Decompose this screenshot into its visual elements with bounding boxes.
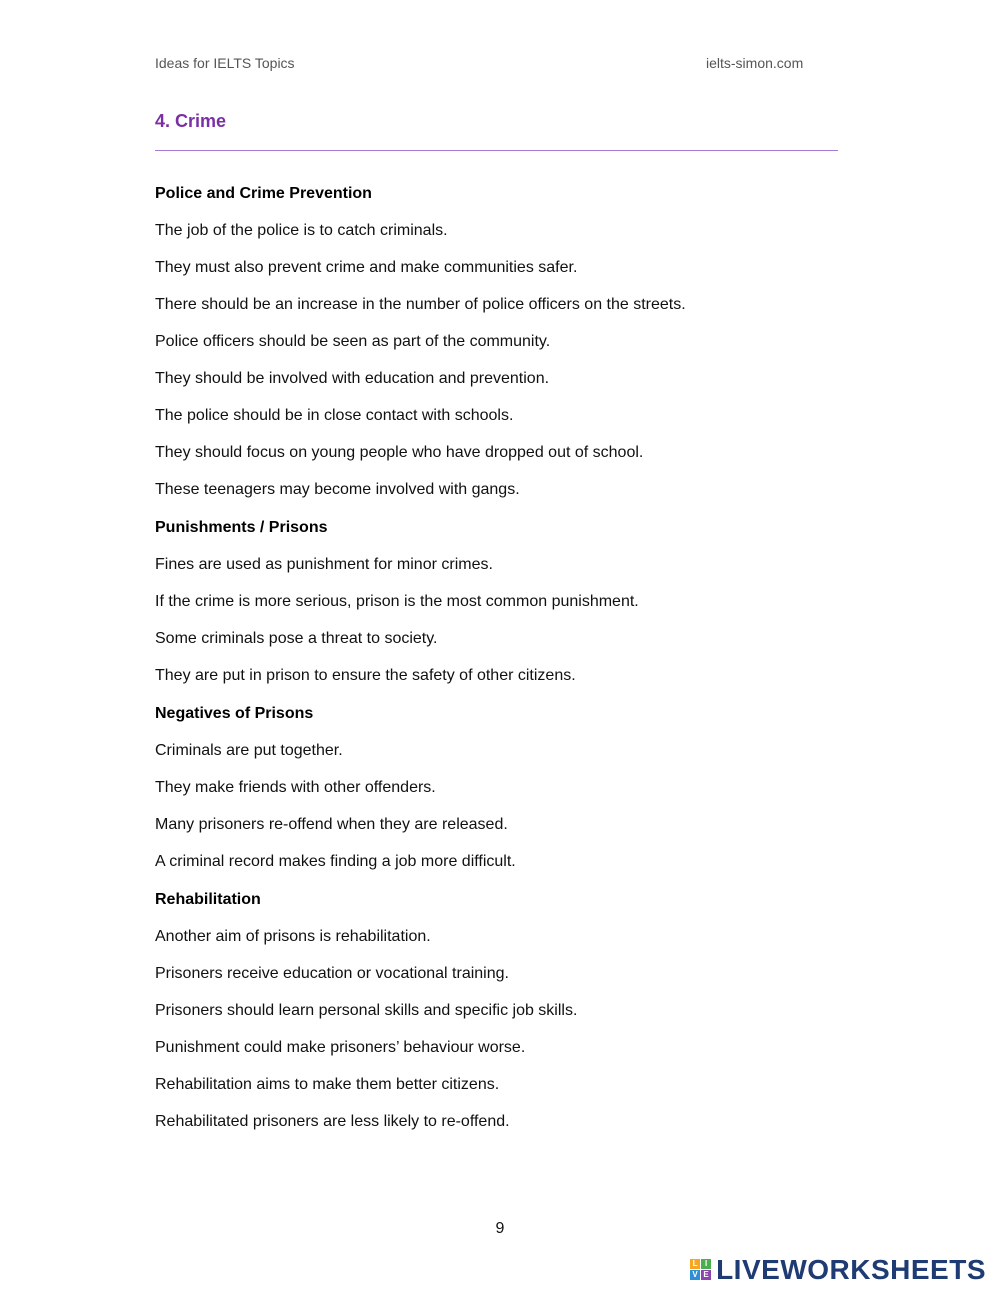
section-heading: Negatives of Prisons (155, 705, 314, 722)
text-line: Rehabilitation aims to make them better citizens. (155, 1076, 500, 1093)
text-line: Fines are used as punishment for minor crimes. (155, 556, 493, 573)
header-website: ielts-simon.com (706, 55, 804, 71)
logo-letter: I (701, 1259, 711, 1269)
section-heading: Rehabilitation (155, 891, 261, 908)
text-line: Police officers should be seen as part of the community. (155, 333, 551, 350)
text-line: Prisoners receive education or vocational training. (155, 965, 509, 982)
text-line: They should focus on young people who have dropped out of school. (155, 444, 644, 461)
text-line: They should be involved with education and prevention. (155, 370, 550, 387)
liveworksheets-wordmark: LIVEWORKSHEETS (716, 1254, 986, 1285)
section-heading: Punishments / Prisons (155, 519, 328, 536)
title-divider (155, 150, 838, 151)
text-line: Criminals are put together. (155, 742, 343, 759)
liveworksheets-logo-icon (690, 1259, 712, 1281)
text-line: The police should be in close contact with schools. (155, 407, 514, 424)
text-line: Rehabilitated prisoners are less likely to re-offend. (155, 1113, 510, 1130)
logo-letter: E (701, 1270, 711, 1280)
text-line: A criminal record makes finding a job more difficult. (155, 853, 516, 870)
section-rehabilitation (155, 890, 845, 1132)
section-punishments-prisons (155, 518, 845, 686)
logo-letter: L (690, 1259, 700, 1269)
content-body (155, 184, 845, 1150)
section-heading: Police and Crime Prevention (155, 185, 372, 202)
text-line: Punishment could make prisoners’ behaviour worse. (155, 1039, 526, 1056)
section-negatives-of-prisons (155, 704, 845, 872)
liveworksheets-logo[interactable] (690, 1254, 986, 1286)
text-line: Prisoners should learn personal skills and specific job skills. (155, 1002, 578, 1019)
text-line: If the crime is more serious, prison is the most common punishment. (155, 593, 639, 610)
section-police-crime-prevention (155, 184, 845, 500)
text-line: Another aim of prisons is rehabilitation. (155, 928, 431, 945)
chapter-title: 4. Crime (155, 111, 227, 131)
text-line: They are put in prison to ensure the safety of other citizens. (155, 667, 576, 684)
text-line: Some criminals pose a threat to society. (155, 630, 438, 647)
text-line: There should be an increase in the number of police officers on the streets. (155, 296, 686, 313)
text-line: The job of the police is to catch criminals. (155, 222, 448, 239)
header-document-title: Ideas for IELTS Topics (155, 55, 295, 71)
text-line: These teenagers may become involved with gangs. (155, 481, 520, 498)
logo-letter: V (690, 1270, 700, 1280)
text-line: They make friends with other offenders. (155, 779, 436, 796)
page-number: 9 (495, 1220, 505, 1237)
text-line: They must also prevent crime and make communities safer. (155, 259, 578, 276)
text-line: Many prisoners re-offend when they are released. (155, 816, 508, 833)
